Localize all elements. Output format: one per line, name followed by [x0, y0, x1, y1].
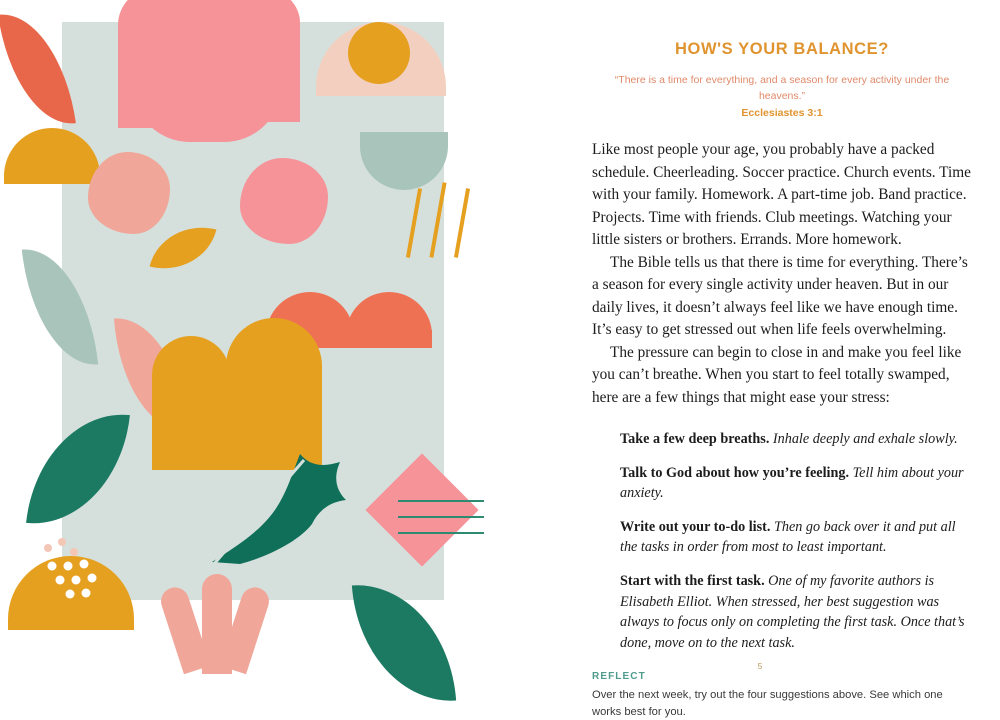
tip-lead: Write out your to-do list.: [620, 518, 771, 535]
tip-item: [620, 517, 968, 558]
tip-detail: One of my favorite authors is Elisabeth Elliot. When stressed, her best suggestion was always to focus only on completing the first task. Once that’s done, move on to the next task.: [620, 573, 965, 651]
tip-detail: Inhale deeply and exhale slowly.: [772, 431, 958, 448]
text-column: [592, 40, 972, 720]
gold-stroke-shape: [454, 188, 470, 258]
oak-leaf-svg: [200, 440, 360, 570]
text-page: [520, 0, 1000, 718]
tips-list: [620, 429, 968, 653]
body-paragraph-1: Like most people your age, you probably have a packed schedule. Cheerleading. Soccer practice. Church events. Time with your family. Homework. A part-time job. Band practice. Projects. Time with friends. Club meetings. Watching your little sisters or brothers. Errands. More homework.: [592, 141, 971, 249]
tip-lead: Talk to God about how you’re feeling.: [620, 464, 850, 481]
scripture-quote: [592, 73, 972, 121]
tip-lead: Start with the first task.: [620, 573, 765, 590]
page-number: 5: [757, 661, 763, 671]
teal-line-shape: [398, 516, 484, 518]
body-paragraph-2: The Bible tells us that there is time for everything. There’s a season for every single activity under heaven. But in our daily lives, it doesn’t always feel like we have enough time. It’s easy to get stressed out when life feels overwhelming.: [592, 253, 968, 339]
tip-detail: Then go back over it and put all the tasks in order from most to least important.: [620, 518, 956, 556]
scripture-text: “There is a time for everything, and a season for every activity under the heavens.”: [614, 74, 950, 102]
tip-item: [620, 429, 968, 450]
teal-line-shape: [398, 500, 484, 502]
body-paragraph-3: The pressure can begin to close in and make you feel like you can’t breathe. When you start to feel totally swamped, here are a few things that might ease your stress:: [592, 343, 962, 406]
tip-item: [620, 463, 968, 504]
tip-detail: Tell him about your anxiety.: [620, 464, 964, 502]
salmon-blob-shape: [88, 152, 170, 234]
gold-circle-shape: [348, 22, 410, 84]
dots-svg: [40, 536, 140, 616]
tip-lead: Take a few deep breaths.: [620, 431, 770, 448]
teal-line-shape: [398, 532, 484, 534]
reflect-text: Over the next week, try out the four suggestions above. See which one works best for you.: [592, 689, 943, 718]
reflect-label: REFLECT: [592, 671, 646, 683]
pink-blob-shape: [240, 158, 328, 244]
tip-item: [620, 571, 968, 653]
scripture-reference: Ecclesiastes 3:1: [741, 106, 823, 119]
page-title: HOW'S YOUR BALANCE?: [675, 40, 889, 58]
